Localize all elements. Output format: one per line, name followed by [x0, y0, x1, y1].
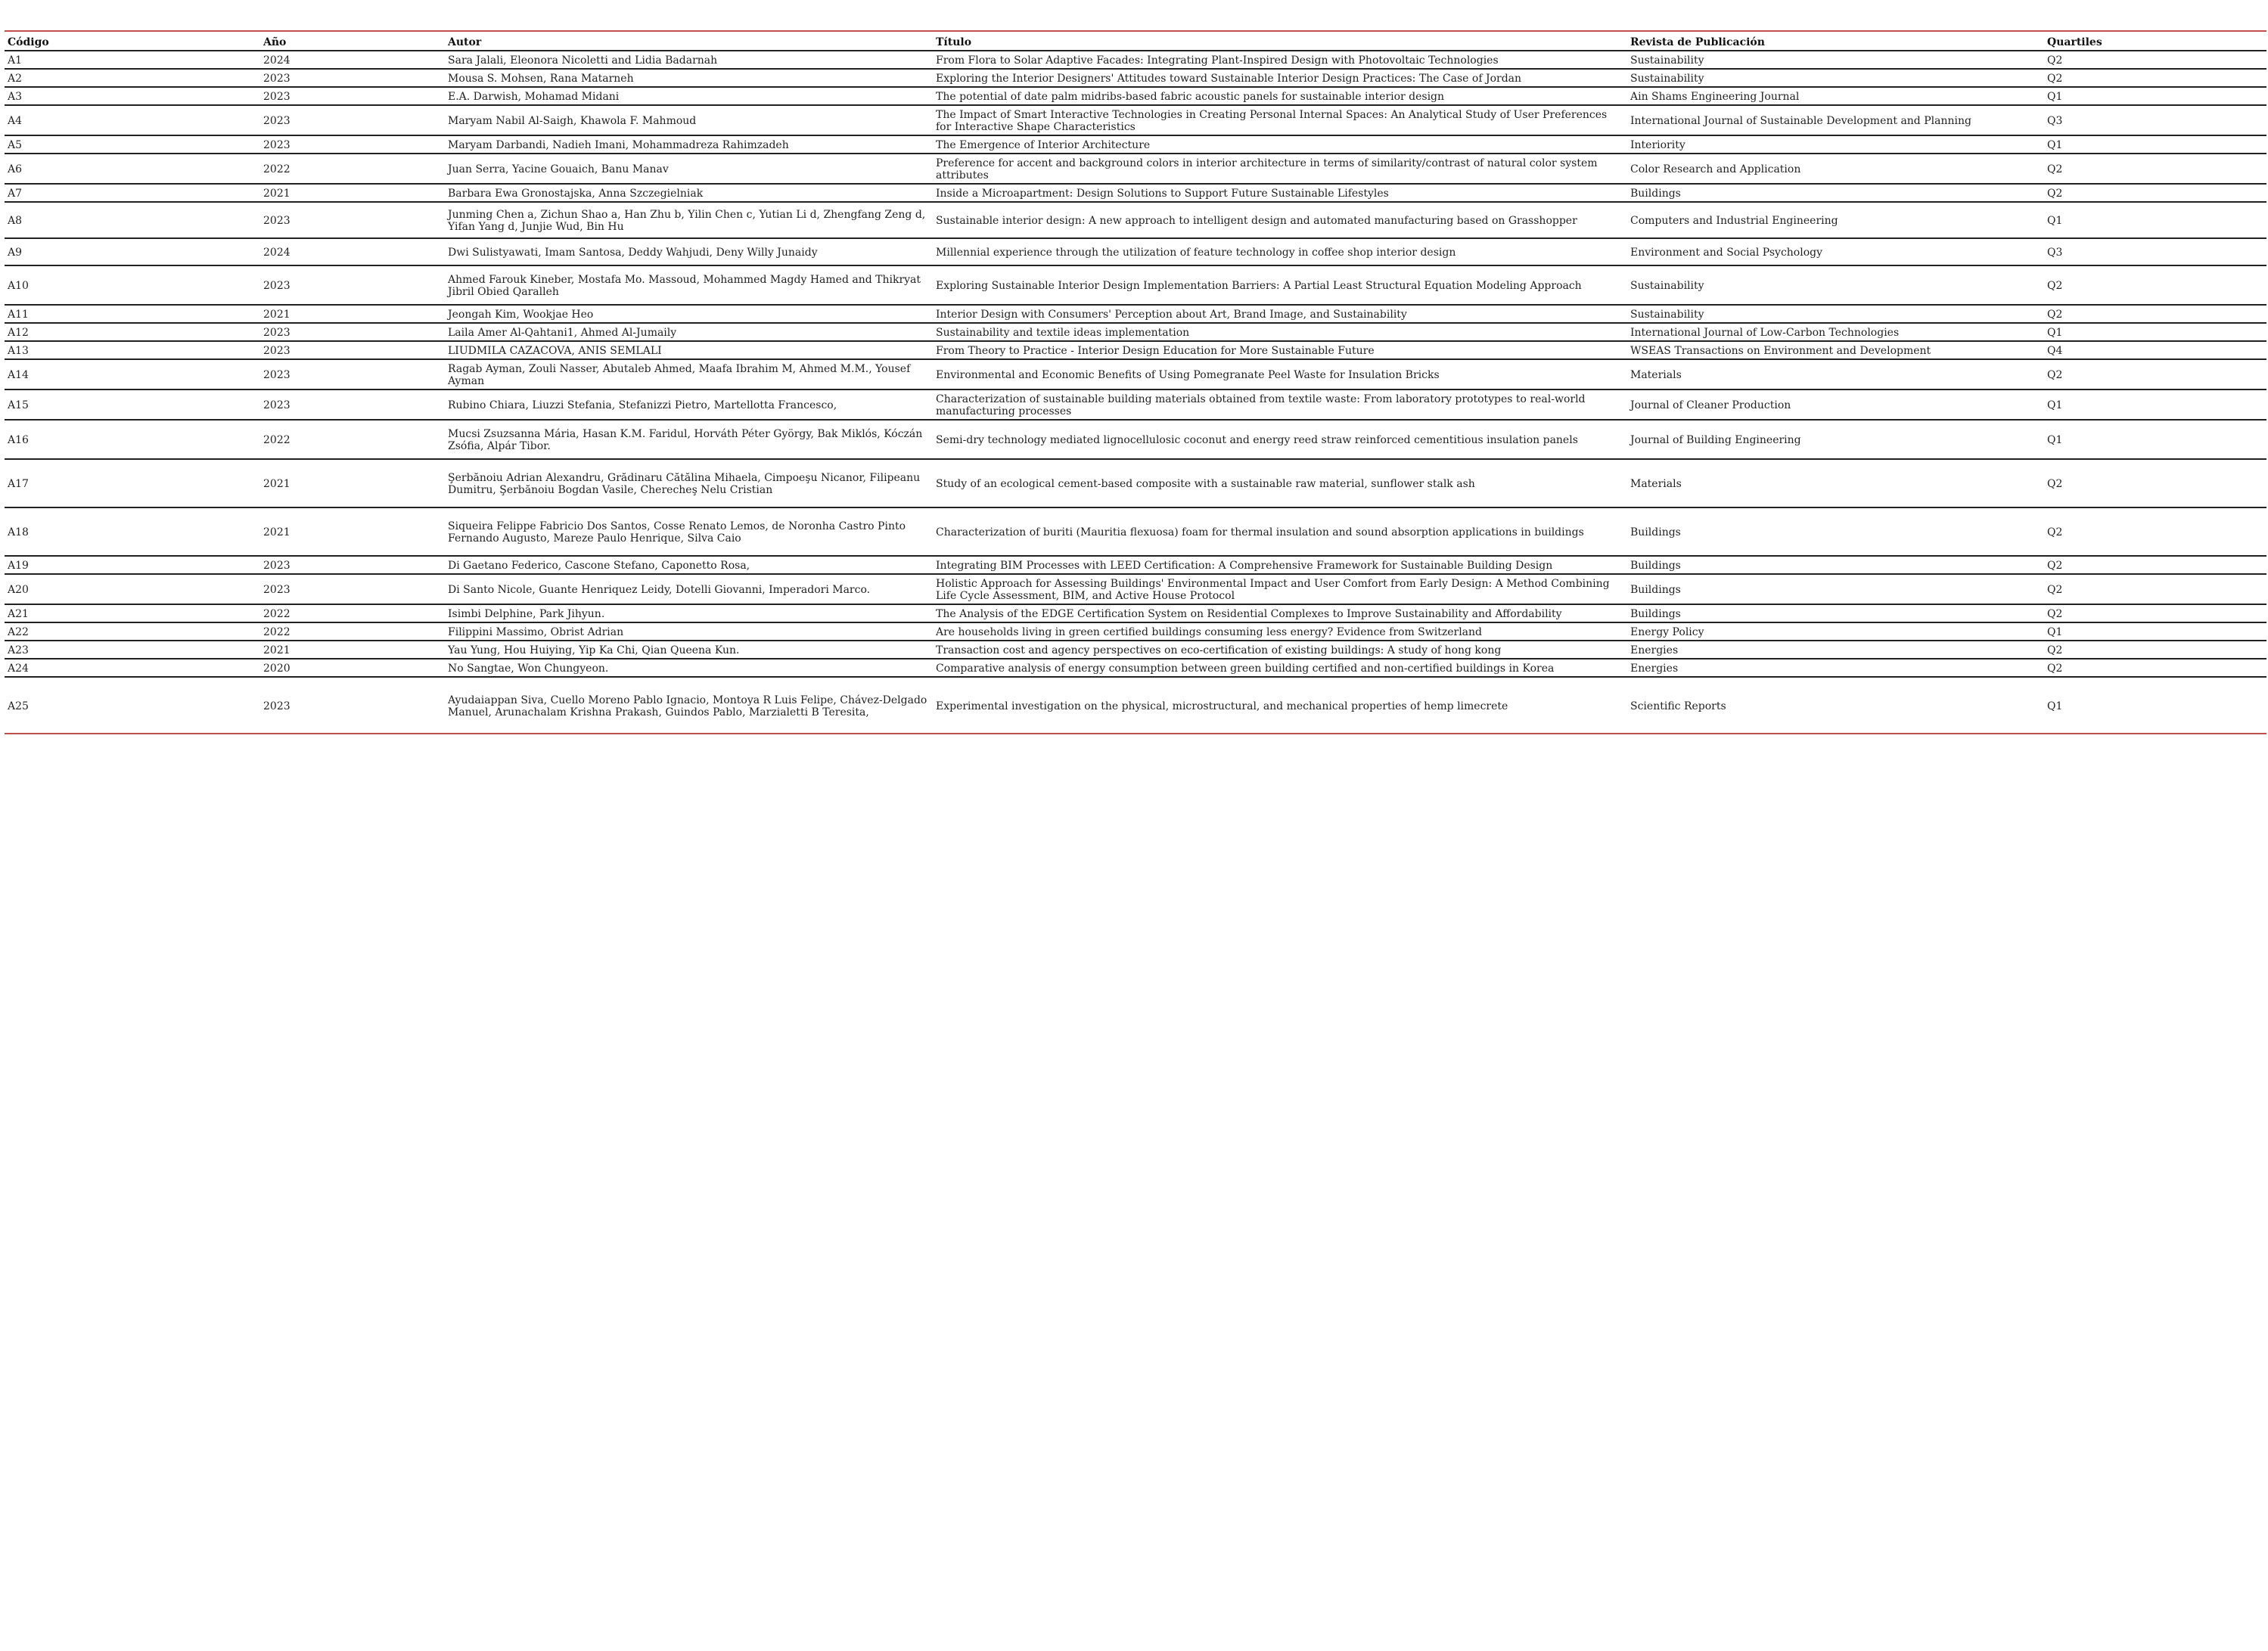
table-row	[5, 184, 2266, 202]
cell-journal: Journal of Building Engineering	[1627, 420, 2044, 459]
cell-journal: Energies	[1627, 641, 2044, 659]
cell-title: The potential of date palm midribs-based fabric acoustic panels for sustainable interior design	[933, 87, 1627, 105]
cell-author: Filippini Massimo, Obrist Adrian	[445, 622, 933, 641]
table-row	[5, 202, 2266, 238]
cell-journal: Buildings	[1627, 604, 2044, 622]
cell-quartile: Q4	[2044, 341, 2266, 359]
cell-title: Comparative analysis of energy consumption between green building certified and non-certified buildings in Korea	[933, 659, 1627, 677]
cell-code: A19	[5, 556, 260, 574]
cell-code: A11	[5, 305, 260, 323]
cell-author: LIUDMILA CAZACOVA, ANIS SEMLALI	[445, 341, 933, 359]
table-row	[5, 459, 2266, 507]
cell-journal: Buildings	[1627, 556, 2044, 574]
cell-code: A1	[5, 51, 260, 69]
cell-year: 2022	[260, 622, 445, 641]
cell-quartile: Q2	[2044, 184, 2266, 202]
cell-title: Environmental and Economic Benefits of Using Pomegranate Peel Waste for Insulation Bricks	[933, 359, 1627, 389]
table-row	[5, 641, 2266, 659]
cell-quartile: Q2	[2044, 556, 2266, 574]
header-author: Autor	[445, 32, 933, 51]
cell-code: A5	[5, 135, 260, 154]
cell-code: A4	[5, 105, 260, 135]
cell-code: A8	[5, 202, 260, 238]
cell-title: Inside a Microapartment: Design Solutions to Support Future Sustainable Lifestyles	[933, 184, 1627, 202]
cell-journal: Sustainability	[1627, 305, 2044, 323]
cell-journal: Ain Shams Engineering Journal	[1627, 87, 2044, 105]
cell-code: A3	[5, 87, 260, 105]
cell-journal: WSEAS Transactions on Environment and Development	[1627, 341, 2044, 359]
cell-title: The Analysis of the EDGE Certification System on Residential Complexes to Improve Sustainability and Affordability	[933, 604, 1627, 622]
cell-author: Yau Yung, Hou Huiying, Yip Ka Chi, Qian Queena Kun.	[445, 641, 933, 659]
cell-year: 2023	[260, 574, 445, 604]
cell-quartile: Q2	[2044, 659, 2266, 677]
cell-year: 2023	[260, 87, 445, 105]
cell-code: A24	[5, 659, 260, 677]
publications-table	[5, 32, 2266, 733]
cell-author: Sara Jalali, Eleonora Nicoletti and Lidia Badarnah	[445, 51, 933, 69]
publications-table-container	[5, 30, 2266, 734]
cell-code: A17	[5, 459, 260, 507]
cell-year: 2024	[260, 51, 445, 69]
cell-title: Exploring Sustainable Interior Design Implementation Barriers: A Partial Least Structural Equation Modeling Approach	[933, 265, 1627, 305]
cell-author: Ragab Ayman, Zouli Nasser, Abutaleb Ahmed, Maafa Ibrahim M, Ahmed M.M., Yousef Ayman	[445, 359, 933, 389]
cell-journal: Buildings	[1627, 184, 2044, 202]
table-row	[5, 341, 2266, 359]
header-title: Título	[933, 32, 1627, 51]
cell-title: Preference for accent and background colors in interior architecture in terms of similarity/contrast of natural color system attributes	[933, 154, 1627, 184]
cell-title: Sustainability and textile ideas implementation	[933, 323, 1627, 341]
cell-author: Isimbi Delphine, Park Jihyun.	[445, 604, 933, 622]
cell-title: Holistic Approach for Assessing Buildings' Environmental Impact and User Comfort from Early Design: A Method Combining Life Cycle Assessment, BIM, and Active House Protocol	[933, 574, 1627, 604]
cell-author: Barbara Ewa Gronostajska, Anna Szczegielniak	[445, 184, 933, 202]
cell-quartile: Q2	[2044, 574, 2266, 604]
table-row	[5, 389, 2266, 420]
cell-journal: Sustainability	[1627, 51, 2044, 69]
table-row	[5, 238, 2266, 265]
cell-code: A23	[5, 641, 260, 659]
cell-year: 2023	[260, 135, 445, 154]
cell-code: A18	[5, 507, 260, 556]
cell-year: 2021	[260, 507, 445, 556]
cell-year: 2023	[263, 700, 290, 712]
cell-title: The Emergence of Interior Architecture	[933, 135, 1627, 154]
cell-year: 2023	[260, 341, 445, 359]
table-row	[5, 87, 2266, 105]
table-row	[5, 574, 2266, 604]
cell-title: Characterization of sustainable building materials obtained from textile waste: From laboratory prototypes to real-world manufacturing processes	[933, 389, 1627, 420]
table-row	[5, 622, 2266, 641]
table-row	[5, 51, 2266, 69]
cell-title: Semi-dry technology mediated lignocellulosic coconut and energy reed straw reinforced cementitious insulation panels	[933, 420, 1627, 459]
table-row	[5, 154, 2266, 184]
table-header	[5, 32, 2266, 51]
cell-title: From Theory to Practice - Interior Design Education for More Sustainable Future	[933, 341, 1627, 359]
table-row	[5, 323, 2266, 341]
cell-year: 2020	[260, 659, 445, 677]
cell-journal: Color Research and Application	[1627, 154, 2044, 184]
cell-code: A22	[5, 622, 260, 641]
cell-year: 2024	[260, 238, 445, 265]
cell-quartile: Q1	[2044, 323, 2266, 341]
cell-author: Ayudaiappan Siva, Cuello Moreno Pablo Ignacio, Montoya R Luis Felipe, Chávez-Delgado Manuel, Arunachalam Krishna Prakash, Guindos Pablo, Marzialetti B Teresita,	[448, 694, 927, 718]
cell-year: 2023	[260, 105, 445, 135]
cell-author: Maryam Darbandi, Nadieh Imani, Mohammadreza Rahimzadeh	[445, 135, 933, 154]
cell-quartile: Q1	[2044, 87, 2266, 105]
table-row	[5, 69, 2266, 87]
bottom-rule	[5, 733, 2266, 734]
cell-year: 2021	[260, 184, 445, 202]
cell-quartile: Q2	[2044, 459, 2266, 507]
cell-author: Jeongah Kim, Wookjae Heo	[445, 305, 933, 323]
cell-author: Laila Amer Al-Qahtani1, Ahmed Al-Jumaily	[445, 323, 933, 341]
cell-year: 2022	[260, 604, 445, 622]
cell-title: Sustainable interior design: A new approach to intelligent design and automated manufacturing based on Grasshopper	[933, 202, 1627, 238]
cell-year: 2021	[260, 305, 445, 323]
cell-journal: Sustainability	[1627, 265, 2044, 305]
cell-year: 2023	[260, 389, 445, 420]
cell-journal: Environment and Social Psychology	[1627, 238, 2044, 265]
cell-title: Exploring the Interior Designers' Attitudes toward Sustainable Interior Design Practices: The Case of Jordan	[933, 69, 1627, 87]
cell-title: Study of an ecological cement-based composite with a sustainable raw material, sunflower stalk ash	[933, 459, 1627, 507]
cell-journal: Materials	[1627, 359, 2044, 389]
cell-code: A13	[5, 341, 260, 359]
cell-author: Di Gaetano Federico, Cascone Stefano, Caponetto Rosa,	[445, 556, 933, 574]
cell-author: Şerbănoiu Adrian Alexandru, Grădinaru Cătălina Mihaela, Cimpoeşu Nicanor, Filipeanu Dumitru, Şerbănoiu Bogdan Vasile, Cherecheş Nelu Cristian	[445, 459, 933, 507]
cell-quartile: Q2	[2044, 507, 2266, 556]
cell-year: 2021	[260, 641, 445, 659]
cell-journal: Materials	[1627, 459, 2044, 507]
cell-journal: Interiority	[1627, 135, 2044, 154]
cell-quartile: Q1	[2044, 389, 2266, 420]
cell-quartile: Q2	[2044, 51, 2266, 69]
cell-year: 2021	[260, 459, 445, 507]
cell-journal: Buildings	[1627, 507, 2044, 556]
cell-author: Siqueira Felippe Fabricio Dos Santos, Cosse Renato Lemos, de Noronha Castro Pinto Fernando Augusto, Mareze Paulo Henrique, Silva Caio	[445, 507, 933, 556]
cell-title: Are households living in green certified buildings consuming less energy? Evidence from Switzerland	[933, 622, 1627, 641]
table-row	[5, 556, 2266, 574]
cell-title: Characterization of buriti (Mauritia flexuosa) foam for thermal insulation and sound absorption applications in buildings	[933, 507, 1627, 556]
cell-author: Rubino Chiara, Liuzzi Stefania, Stefanizzi Pietro, Martellotta Francesco,	[445, 389, 933, 420]
cell-quartile: Q2	[2044, 641, 2266, 659]
cell-quartile: Q2	[2044, 154, 2266, 184]
cell-code: A7	[5, 184, 260, 202]
table-row	[5, 677, 2266, 733]
cell-year: 2022	[260, 154, 445, 184]
header-journal: Revista de Publicación	[1627, 32, 2044, 51]
cell-author: E.A. Darwish, Mohamad Midani	[445, 87, 933, 105]
cell-code: A12	[5, 323, 260, 341]
cell-title: From Flora to Solar Adaptive Facades: Integrating Plant-Inspired Design with Photovoltaic Technologies	[933, 51, 1627, 69]
cell-journal: Energy Policy	[1627, 622, 2044, 641]
cell-journal: Energies	[1627, 659, 2044, 677]
cell-journal: Sustainability	[1627, 69, 2044, 87]
table-row	[5, 105, 2266, 135]
cell-title: Integrating BIM Processes with LEED Certification: A Comprehensive Framework for Sustainable Building Design	[933, 556, 1627, 574]
cell-title: The Impact of Smart Interactive Technologies in Creating Personal Internal Spaces: An Analytical Study of User Preferences for Interactive Shape Characteristics	[933, 105, 1627, 135]
cell-year: 2023	[260, 323, 445, 341]
table-row	[5, 604, 2266, 622]
cell-title: Transaction cost and agency perspectives on eco-certification of existing buildings: A study of hong kong	[933, 641, 1627, 659]
cell-journal: Computers and Industrial Engineering	[1627, 202, 2044, 238]
table-row	[5, 507, 2266, 556]
cell-author: Mousa S. Mohsen, Rana Matarneh	[445, 69, 933, 87]
cell-code: A25	[8, 700, 29, 712]
cell-quartile: Q1	[2044, 622, 2266, 641]
cell-quartile: Q2	[2044, 604, 2266, 622]
cell-code: A16	[5, 420, 260, 459]
table-row	[5, 359, 2266, 389]
cell-author: Di Santo Nicole, Guante Henriquez Leidy, Dotelli Giovanni, Imperadori Marco.	[445, 574, 933, 604]
cell-code: A21	[5, 604, 260, 622]
cell-year: 2023	[260, 202, 445, 238]
cell-quartile: Q3	[2044, 105, 2266, 135]
table-row	[5, 305, 2266, 323]
table-row	[5, 135, 2266, 154]
cell-author: Dwi Sulistyawati, Imam Santosa, Deddy Wahjudi, Deny Willy Junaidy	[445, 238, 933, 265]
cell-journal: Buildings	[1627, 574, 2044, 604]
cell-quartile: Q2	[2044, 305, 2266, 323]
cell-journal: Scientific Reports	[1630, 700, 1726, 712]
cell-code: A10	[5, 265, 260, 305]
cell-quartile: Q1	[2044, 420, 2266, 459]
cell-year: 2023	[260, 556, 445, 574]
cell-code: A9	[5, 238, 260, 265]
cell-code: A6	[5, 154, 260, 184]
header-quartile: Quartiles	[2044, 32, 2266, 51]
header-row	[5, 32, 2266, 51]
cell-title: Interior Design with Consumers' Perception about Art, Brand Image, and Sustainability	[933, 305, 1627, 323]
cell-author: Mucsi Zsuzsanna Mária, Hasan K.M. Faridul, Horváth Péter György, Bak Miklós, Kóczán Zsófia, Alpár Tibor.	[445, 420, 933, 459]
cell-quartile: Q2	[2044, 69, 2266, 87]
cell-title: Millennial experience through the utilization of feature technology in coffee shop interior design	[933, 238, 1627, 265]
cell-journal: Journal of Cleaner Production	[1627, 389, 2044, 420]
cell-author: No Sangtae, Won Chungyeon.	[445, 659, 933, 677]
cell-journal: International Journal of Sustainable Development and Planning	[1627, 105, 2044, 135]
cell-journal: International Journal of Low-Carbon Technologies	[1627, 323, 2044, 341]
table-row	[5, 420, 2266, 459]
cell-author: Juan Serra, Yacine Gouaich, Banu Manav	[445, 154, 933, 184]
cell-year: 2022	[260, 420, 445, 459]
cell-quartile: Q1	[2044, 135, 2266, 154]
cell-year: 2023	[260, 359, 445, 389]
cell-quartile: Q2	[2044, 265, 2266, 305]
cell-quartile: Q1	[2047, 700, 2063, 712]
table-row	[5, 265, 2266, 305]
header-code: Código	[5, 32, 260, 51]
cell-title: Experimental investigation on the physical, microstructural, and mechanical properties of hemp limecrete	[936, 700, 1508, 712]
cell-code: A20	[5, 574, 260, 604]
cell-author: Maryam Nabil Al-Saigh, Khawola F. Mahmoud	[445, 105, 933, 135]
cell-quartile: Q2	[2044, 359, 2266, 389]
header-year: Año	[260, 32, 445, 51]
cell-code: A15	[5, 389, 260, 420]
cell-year: 2023	[260, 265, 445, 305]
cell-quartile: Q3	[2044, 238, 2266, 265]
cell-quartile: Q1	[2044, 202, 2266, 238]
cell-code: A2	[5, 69, 260, 87]
table-row	[5, 659, 2266, 677]
cell-author: Ahmed Farouk Kineber, Mostafa Mo. Massoud, Mohammed Magdy Hamed and Thikryat Jibril Obied Qaralleh	[445, 265, 933, 305]
cell-code: A14	[5, 359, 260, 389]
table-body	[5, 51, 2266, 733]
cell-author: Junming Chen a, Zichun Shao a, Han Zhu b, Yilin Chen c, Yutian Li d, Zhengfang Zeng d, Yifan Yang d, Junjie Wud, Bin Hu	[445, 202, 933, 238]
cell-year: 2023	[260, 69, 445, 87]
